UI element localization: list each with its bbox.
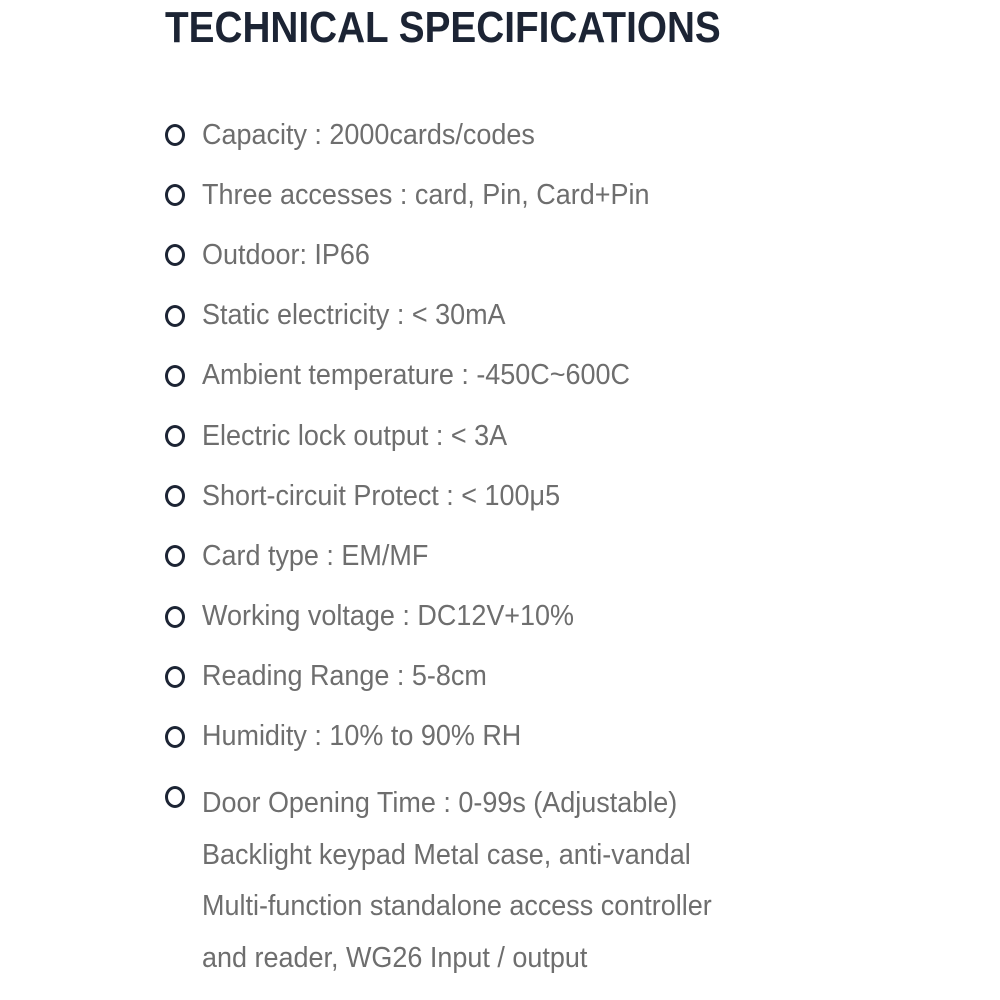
list-item <box>163 346 863 406</box>
spec-line: and reader, WG26 Input / output <box>202 941 588 974</box>
spec-list <box>163 105 863 984</box>
circle-outline-icon <box>165 425 185 447</box>
spec-text: Three accesses : card, Pin, Card+Pin <box>202 178 650 211</box>
circle-outline-icon <box>165 545 185 567</box>
circle-outline-icon <box>165 365 185 387</box>
spec-text: Electric lock output : < 3A <box>202 419 508 452</box>
spec-text: Working voltage : DC12V+10% <box>202 600 575 633</box>
page-title: TECHNICAL SPECIFICATIONS <box>165 3 721 52</box>
spec-text: Outdoor: IP66 <box>202 238 370 271</box>
spec-text: Humidity : 10% to 90% RH <box>202 720 522 753</box>
spec-text: Card type : EM/MF <box>202 539 429 572</box>
list-item <box>163 165 863 225</box>
circle-outline-icon <box>165 666 185 688</box>
spec-line: Multi-function standalone access controller <box>202 890 712 923</box>
list-item <box>163 587 863 647</box>
spec-text: Short-circuit Protect : < 100μ5 <box>202 479 561 512</box>
spec-text: Reading Range : 5-8cm <box>202 660 487 693</box>
list-item <box>163 406 863 466</box>
list-item <box>163 225 863 285</box>
circle-outline-icon <box>165 124 185 146</box>
list-item <box>163 767 863 984</box>
spec-text: Static electricity : < 30mA <box>202 299 506 332</box>
circle-outline-icon <box>165 786 185 808</box>
list-item <box>163 647 863 707</box>
list-item <box>163 526 863 586</box>
spec-text-multiline <box>202 778 817 984</box>
spec-text: Ambient temperature : -450C~600C <box>202 359 631 392</box>
circle-outline-icon <box>165 184 185 206</box>
circle-outline-icon <box>165 485 185 507</box>
circle-outline-icon <box>165 305 185 327</box>
circle-outline-icon <box>165 244 185 266</box>
list-item <box>163 105 863 165</box>
list-item <box>163 707 863 767</box>
spec-line: Door Opening Time : 0-99s (Adjustable) <box>202 787 678 820</box>
circle-outline-icon <box>165 606 185 628</box>
circle-outline-icon <box>165 726 185 748</box>
list-item <box>163 466 863 526</box>
spec-text: Capacity : 2000cards/codes <box>202 118 535 151</box>
list-item <box>163 286 863 346</box>
spec-line: Backlight keypad Metal case, anti-vandal <box>202 838 691 871</box>
